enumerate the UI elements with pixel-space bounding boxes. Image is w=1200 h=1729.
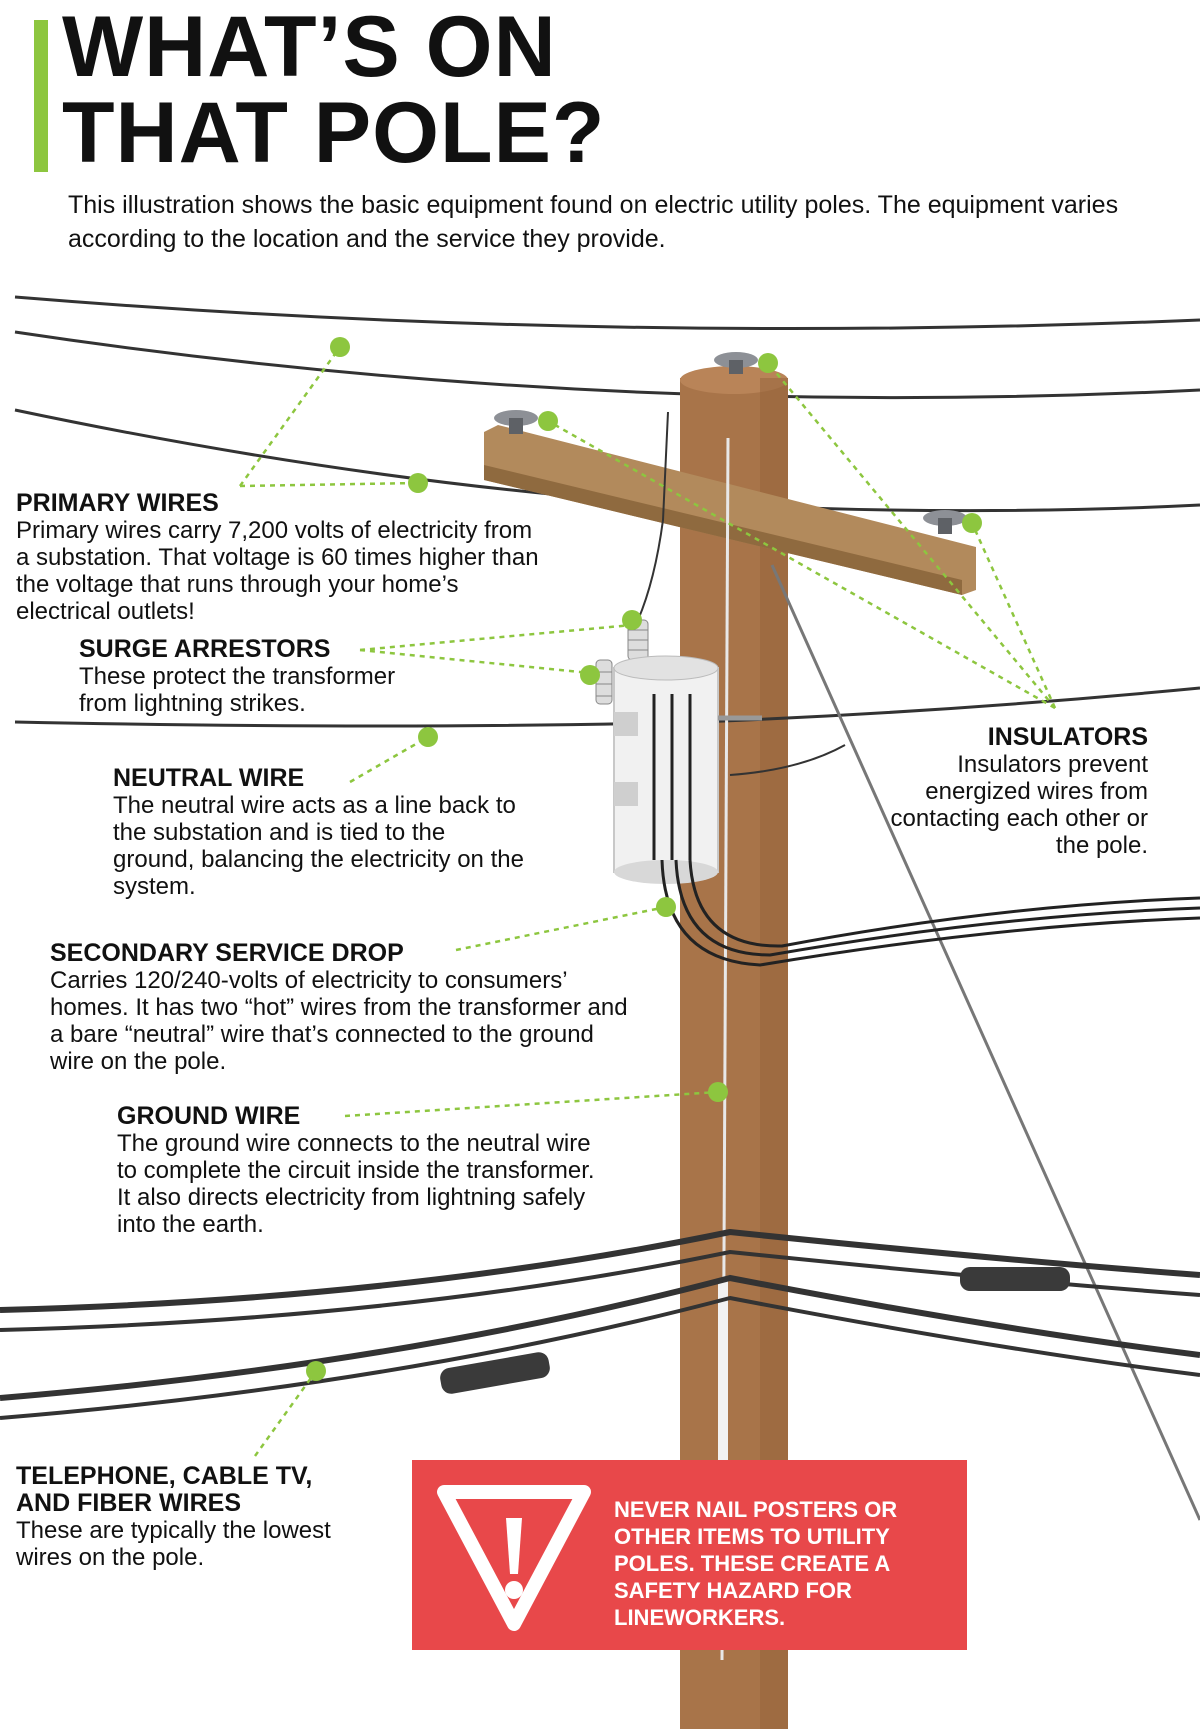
callout-dot-surge-top (622, 610, 642, 630)
label-text: Insulators prevent energized wires from contacting each other or the pole. (890, 751, 1148, 859)
callout-dot-insulator-right (962, 513, 982, 533)
warning-text: NEVER NAIL POSTERS OR OTHER ITEMS TO UTILITY POLES. THESE CREATE A SAFETY HAZARD FOR LINEWORKERS. (614, 1497, 898, 1630)
label-title: GROUND WIRE (117, 1102, 301, 1130)
callout-dot-telephone (306, 1361, 326, 1381)
transformer-body (614, 668, 718, 872)
transformer-bottom (614, 860, 718, 884)
label-text: Primary wires carry 7,200 volts of electricity from a substation. That voltage is 60 times higher than the voltage that runs through your home’s electrical outlets! (16, 517, 539, 625)
label-surge-arrestors (79, 636, 449, 717)
label-title: SECONDARY SERVICE DROP (50, 939, 404, 967)
comm-cable-3 (0, 1278, 1200, 1398)
label-title: PRIMARY WIRES (16, 489, 219, 517)
primary-wire-middle (15, 332, 1200, 398)
label-text: The neutral wire acts as a line back to the substation and is tied to the ground, balancing the electricity on the system. (113, 792, 524, 900)
callout-dot-ground (708, 1082, 728, 1102)
callout-dot-insulator-top (758, 353, 778, 373)
label-insulators (880, 724, 1148, 859)
label-title: INSULATORS (987, 723, 1148, 751)
intro-text: This illustration shows the basic equipment found on electric utility poles. The equipment varies according to the location and the service they provide. (68, 191, 1119, 253)
label-title: SURGE ARRESTORS (79, 635, 331, 663)
label-title: TELEPHONE, CABLE TV, AND FIBER WIRES (16, 1462, 313, 1517)
callout-dot-surge-left (580, 665, 600, 685)
callout-dot-neutral (418, 727, 438, 747)
page-title (62, 0, 606, 181)
leader-primary-2 (240, 483, 418, 486)
callout-dot-secondary (656, 897, 676, 917)
primary-wire-top (15, 297, 1200, 329)
warning-triangle-icon (434, 1484, 594, 1632)
surge-arrestor-left (596, 660, 612, 704)
callout-dot-primary-top (330, 337, 350, 357)
label-text: Carries 120/240-volts of electricity to consumers’ homes. It has two “hot” wires from the transformer and a bare “neutral” wire that’s connected to the ground wire on the pole. (50, 967, 628, 1075)
transformer-bracket-lower (614, 782, 638, 806)
comm-cable-4 (0, 1298, 1200, 1418)
cable-splice-right (960, 1267, 1070, 1291)
transformer-bracket-upper (614, 712, 638, 736)
label-telephone-wires (16, 1463, 356, 1571)
warning-box (412, 1460, 967, 1650)
label-text: These protect the transformer from lightning strikes. (79, 663, 396, 717)
label-primary-wires (16, 490, 546, 625)
title-line-1: WHAT’S ON (62, 0, 557, 95)
leader-insulator-3 (972, 523, 1055, 708)
label-title: NEUTRAL WIRE (113, 764, 305, 792)
label-secondary-service-drop (50, 940, 630, 1075)
guy-wire (772, 565, 1200, 1520)
insulator-right (923, 510, 967, 534)
label-ground-wire (117, 1103, 597, 1238)
callout-dot-insulator-left (538, 411, 558, 431)
label-text: The ground wire connects to the neutral wire to complete the circuit inside the transformer. It also directs electricity from lightning safely into the earth. (117, 1130, 595, 1238)
label-text: These are typically the lowest wires on the pole. (16, 1517, 331, 1571)
title-accent-bar (34, 20, 48, 172)
transformer-top (614, 656, 718, 680)
title-line-2: THAT POLE? (62, 85, 606, 181)
label-neutral-wire (113, 765, 528, 900)
